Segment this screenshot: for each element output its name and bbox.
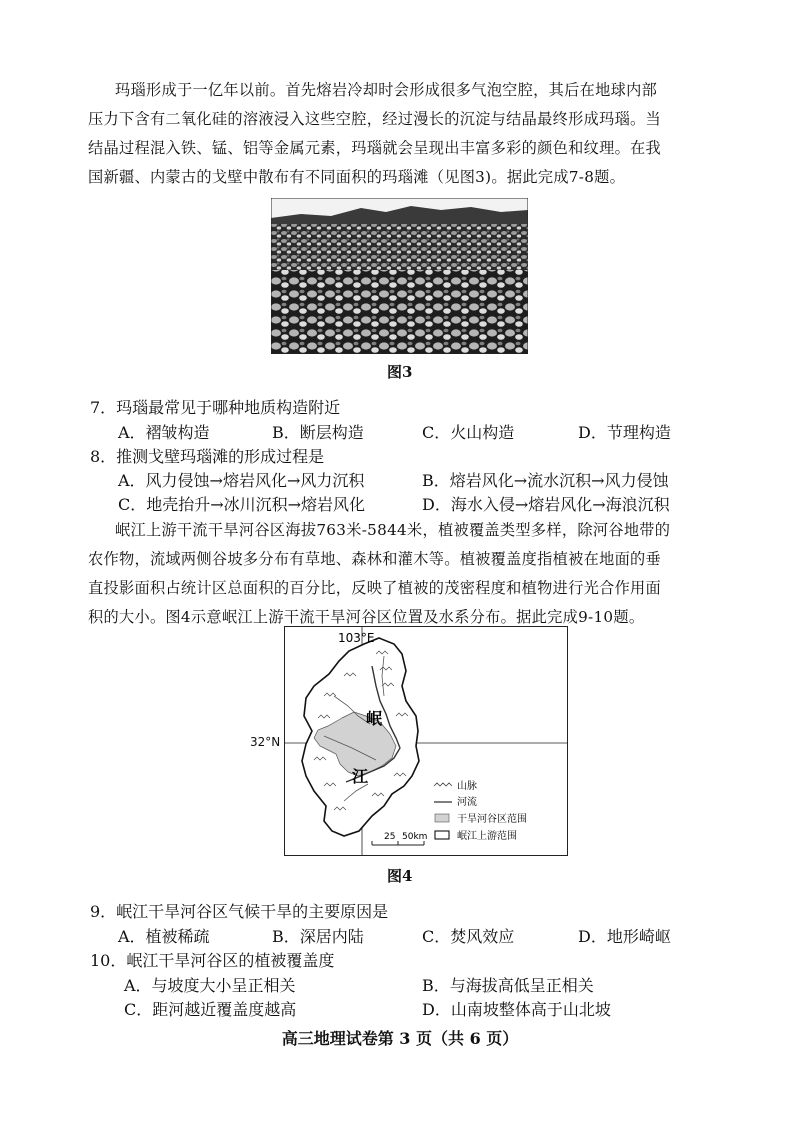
passage-line: 国新疆、内蒙古的戈壁中散布有不同面积的玛瑙滩（见图3)。据此完成7-8题。 [88, 168, 626, 186]
page-footer: 高三地理试卷第 3 页（共 6 页） [281, 1029, 519, 1048]
q7-option-c: C．火山构造 [422, 423, 515, 442]
q9-option-c: C．焚风效应 [422, 927, 515, 946]
q7-option-d: D．节理构造 [578, 423, 671, 442]
q9-option-a: A．植被稀疏 [118, 927, 210, 946]
latitude-label: 32°N [250, 735, 281, 749]
q7-option-b: B．断层构造 [272, 423, 364, 442]
passage-line: 压力下含有二氧化硅的溶液浸入这些空腔，经过漫长的沉淀与结晶最终形成玛瑙。当 [88, 110, 662, 128]
legend-arid-label: 干旱河谷区范围 [457, 814, 527, 825]
q8-option-c: C．地壳抬升→冰川沉积→熔岩风化 [118, 495, 366, 514]
q9-option-d: D．地形崎岖 [578, 927, 671, 946]
map-char-min: 岷 [366, 709, 383, 728]
q8-option-a: A．风力侵蚀→熔岩风化→风力沉积 [118, 471, 365, 490]
q8-option-d: D．海水入侵→熔岩风化→海浪沉积 [422, 495, 670, 514]
q8-option-b: B．熔岩风化→流水沉积→风力侵蚀 [422, 471, 669, 490]
legend-arid-icon [435, 814, 449, 822]
q7-option-a: A．褶皱构造 [118, 423, 210, 442]
legend-river-label: 河流 [457, 797, 477, 808]
q9-stem: 9．岷江干旱河谷区气候干旱的主要原因是 [90, 902, 389, 921]
agate-beach-photo [271, 198, 528, 354]
longitude-label: 103°E [338, 631, 375, 645]
q10-option-c: C．距河越近覆盖度越高 [124, 1000, 297, 1019]
passage-line: 岷江上游干流干旱河谷区海拔763米-5844米，植被覆盖类型多样，除河谷地带的 [115, 521, 671, 539]
q9-option-b: B．深居内陆 [272, 927, 364, 946]
q8-stem: 8．推测戈壁玛瑙滩的形成过程是 [90, 447, 325, 466]
figure4-caption: 图4 [387, 867, 413, 885]
figure3-caption: 图3 [387, 363, 413, 381]
legend-mountain-label: 山脉 [457, 781, 477, 792]
map-char-jiang: 江 [352, 767, 369, 786]
passage-line: 结晶过程混入铁、锰、铝等金属元素，玛瑙就会呈现出丰富多彩的颜色和纹理。在我 [88, 139, 662, 157]
q10-option-b: B．与海拔高低呈正相关 [422, 976, 594, 995]
passage-line: 直投影面积占统计区总面积的百分比，反映了植被的茂密程度和植物进行光合作用面 [88, 579, 662, 597]
scale-label-50: 50km [402, 832, 428, 842]
passage-line: 农作物，流域两侧谷坡多分布有草地、森林和灌木等。植被覆盖度指植被在地面的垂 [88, 550, 662, 568]
passage-line: 玛瑙形成于一亿年以前。首先熔岩冷却时会形成很多气泡空腔，其后在地球内部 [115, 81, 658, 99]
q10-option-d: D．山南坡整体高于山北坡 [422, 1000, 611, 1019]
legend-boundary-label: 岷江上游范围 [457, 831, 517, 842]
q10-stem: 10．岷江干旱河谷区的植被覆盖度 [90, 951, 335, 970]
legend-boundary-icon [435, 831, 449, 839]
passage-line: 积的大小。图4示意岷江上游干流干旱河谷区位置及水系分布。据此完成9-10题。 [88, 608, 645, 626]
q7-stem: 7．玛瑙最常见于哪种地质构造附近 [90, 398, 341, 417]
minjiang-map [284, 626, 568, 856]
q10-option-a: A．与坡度大小呈正相关 [124, 976, 296, 995]
scale-label-25: 25 [384, 832, 396, 842]
